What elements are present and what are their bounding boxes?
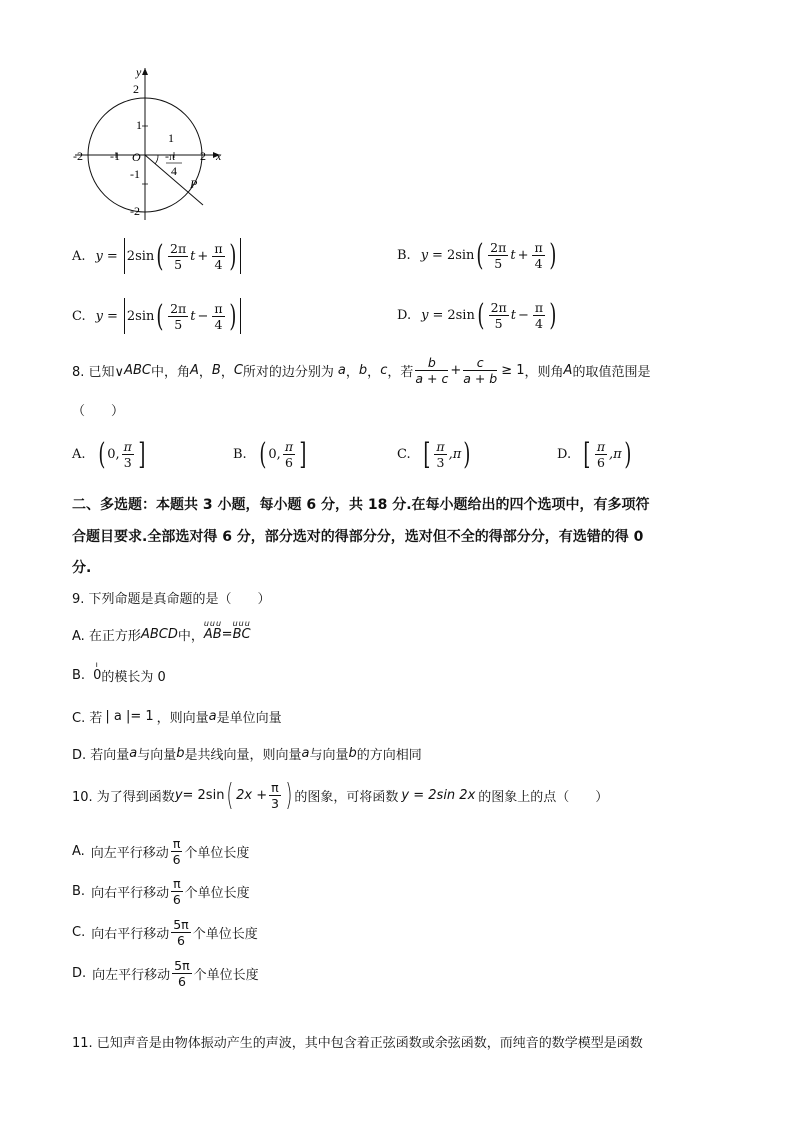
tick-y-minus2: -2 — [130, 204, 140, 218]
tick-x-2: 2 — [200, 149, 206, 163]
unit-circle-graph — [70, 60, 240, 225]
q10-option-a[interactable]: A. 向左平行移动 $\frac{\pi}{6}$ 个单位长度 — [72, 836, 250, 867]
option-letter: D. — [397, 308, 412, 323]
angle-den: 4 — [171, 164, 177, 178]
q10-option-b[interactable]: B. 向右平行移动 $\frac{\pi}{6}$ 个单位长度 — [72, 876, 250, 907]
q9-stem: 9. 下列命题是真命题的是（ ） — [72, 592, 271, 607]
q10-option-c[interactable]: C. 向右平行移动 $\frac{5\pi}{6}$ 个单位长度 — [72, 917, 258, 948]
y-axis-arrow — [142, 68, 148, 75]
y-axis-label: y — [136, 65, 142, 79]
tick-1-label: 1 — [168, 131, 174, 145]
q9-option-a[interactable]: A. 在正方形 ABCD 中， uuu AB = uuu BC — [72, 619, 251, 644]
q7-option-a[interactable]: A. y = 2sin ( $\frac{2\pi}{5}$ t + $\frac{\pi}{4}$ ) — [72, 238, 243, 274]
tick-x-minus2: -2 — [73, 149, 83, 163]
q7-option-d[interactable]: D. y = 2sin ( $\frac{2\pi}{5}$ t − $\frac{\pi}{4}$ ) — [397, 298, 557, 333]
tick-y-1: 1 — [136, 118, 142, 132]
q8-stem: 8. 已知∨ ABC 中，角 A ， B ， C 所对的边分别为 a ， b ， c ，若 $\frac{b}{a + c}$ + $\frac{c}{a + b}$ ≥ 1 ，则角 A 的取值范围是 — [72, 355, 651, 386]
q11-stem: 11. 已知声音是由物体振动产生的声波，其中包含着正弦函数或余弦函数，而纯音的数学模型是函数 — [72, 1036, 643, 1051]
q8-option-d[interactable]: D. [ $\frac{\pi}{6}$ ,π ) — [557, 437, 632, 472]
option-letter: C. — [72, 308, 86, 324]
x-axis-label: x — [216, 149, 222, 163]
q9-option-c[interactable]: C. 若 | a |= 1 ，则向量 a 是单位向量 — [72, 709, 282, 726]
option-letter: A. — [72, 248, 86, 264]
angle-num: -π — [165, 149, 176, 163]
q10-option-d[interactable]: D. 向左平行移动 $\frac{5\pi}{6}$ 个单位长度 — [72, 958, 259, 989]
q10-stem: 10. 为了得到函数 y = 2sin ( 2x + $\frac{\pi}{3}$ ) 的图象，可将函数 y = 2sin 2x 的图象上的点（ ） — [72, 778, 609, 813]
q8-blank: （ ） — [72, 404, 125, 419]
tick-y-minus1: -1 — [130, 167, 140, 181]
angle-arc — [155, 155, 158, 164]
origin-label: O — [132, 150, 141, 164]
q8-option-b[interactable]: B. ( 0, $\frac{\pi}{6}$ ] — [233, 437, 307, 472]
section2-line2: 合题目要求.全部选对得 6 分，部分选对的得部分分，选对但不全的得部分分，有选错的得 0 — [72, 529, 644, 545]
q9-option-d[interactable]: D. 若向量 a 与向量 b 是共线向量，则向量 a 与向量 b 的方向相同 — [72, 746, 422, 763]
option-letter: B. — [397, 248, 411, 263]
q7-option-c[interactable]: C. y = 2sin ( $\frac{2\pi}{5}$ t − $\frac{\pi}{4}$ ) — [72, 298, 243, 334]
tick-x-minus1: -1 — [110, 149, 120, 163]
section2-line3: 分. — [72, 560, 92, 576]
q8-option-a[interactable]: A. ( 0, $\frac{\pi}{3}$ ] — [72, 437, 146, 472]
tick-y-2: 2 — [133, 82, 139, 96]
q8-option-c[interactable]: C. [ $\frac{\pi}{3}$ ,π ) — [397, 437, 471, 472]
section2-line1: 二、多选题：本题共 3 小题，每小题 6 分，共 18 分.在每小题给出的四个选项中，有多项符 — [72, 497, 650, 513]
point-p-label: P — [190, 177, 198, 191]
q9-option-b[interactable]: B. ı 0 的模长为 0 — [72, 660, 166, 685]
q7-option-b[interactable]: B. y = 2sin ( $\frac{2\pi}{5}$ t + $\frac{\pi}{4}$ ) — [397, 238, 557, 273]
